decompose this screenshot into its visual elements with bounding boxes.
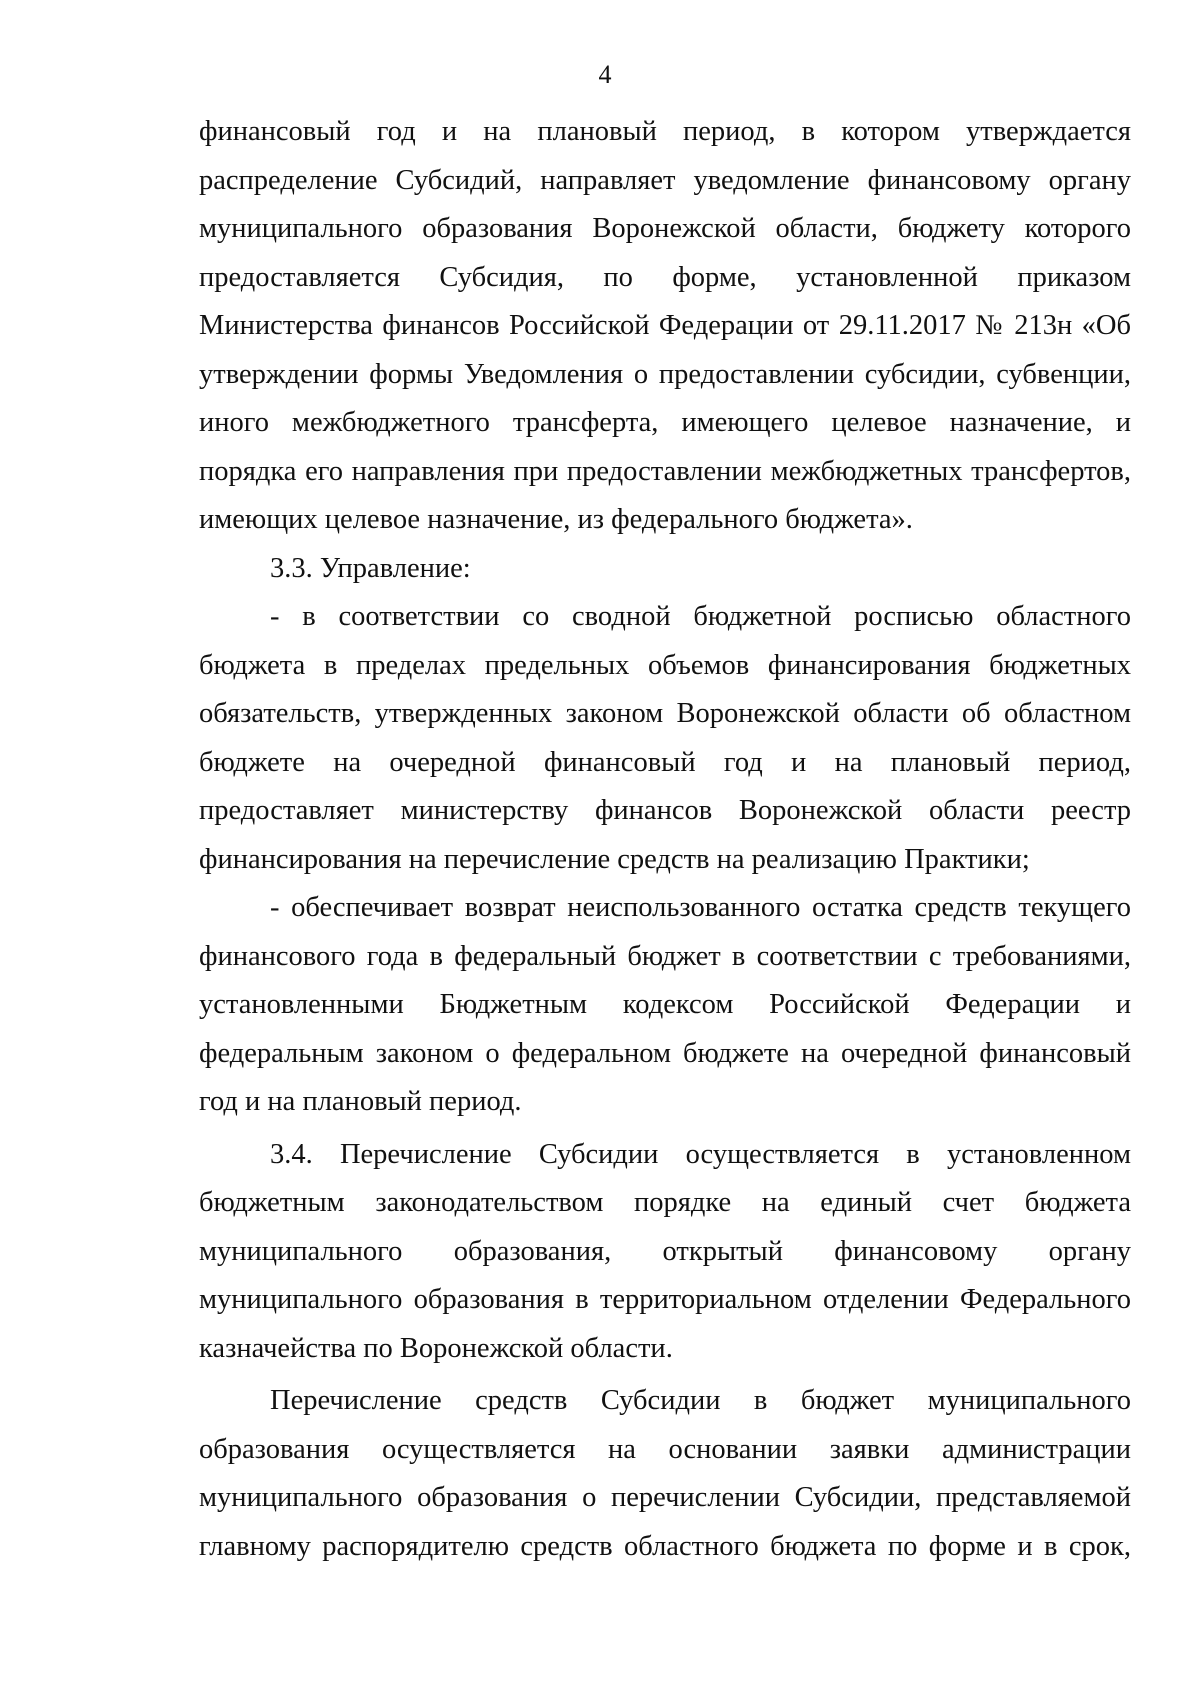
list-item-refund: - обеспечивает возврат неиспользованного остатка средств текущего финансового года в федеральный бюджет в соответствии с требованиями, установленными Бюджетным кодексом Российской Федерации и федеральным законом о федеральном бюджете на очередной финансовый год и на плановый период. bbox=[199, 892, 1131, 1117]
document-body bbox=[199, 108, 1131, 1571]
paragraph-transfer: Перечисление средств Субсидии в бюджет муниципального образования осуществляется на основании заявки администрации муниципального образования о перечислении Субсидии, представляемой главному распорядителю средств областного бюджета по форме и в срок, bbox=[199, 1385, 1131, 1562]
section-heading-3-3: 3.3. Управление: bbox=[270, 552, 471, 584]
list-item-registry: - в соответствии со сводной бюджетной росписью областного бюджета в пределах предельных объемов финансирования бюджетных обязательств, утвержденных законом Воронежской области об областном бюджете на очередной финансовый год и на плановый период, предоставляет министерству финансов Воронежской области реестр финансирования на перечисление средств на реализацию Практики; bbox=[199, 601, 1131, 875]
page-number: 4 bbox=[598, 60, 612, 89]
paragraph-continuation: финансовый год и на плановый период, в котором утверждается распределение Субсидий, направляет уведомление финансовому органу муниципального образования Воронежской области, бюджету которого предоставляется Субсидия, по форме, установленной приказом Министерства финансов Российской Федерации от 29.11.2017 № 213н «Об утверждении формы Уведомления о предоставлении субсидии, субвенции, иного межбюджетного трансферта, имеющего целевое назначение, и порядка его направления при предоставлении межбюджетных трансфертов, имеющих целевое назначение, из федерального бюджета». bbox=[199, 116, 1131, 535]
paragraph-3-4: 3.4. Перечисление Субсидии осуществляется в установленном бюджетным законодательством порядке на единый счет бюджета муниципального образования, открытый финансовому органу муниципального образования в территориальном отделении Федерального казначейства по Воронежской области. bbox=[199, 1138, 1131, 1364]
